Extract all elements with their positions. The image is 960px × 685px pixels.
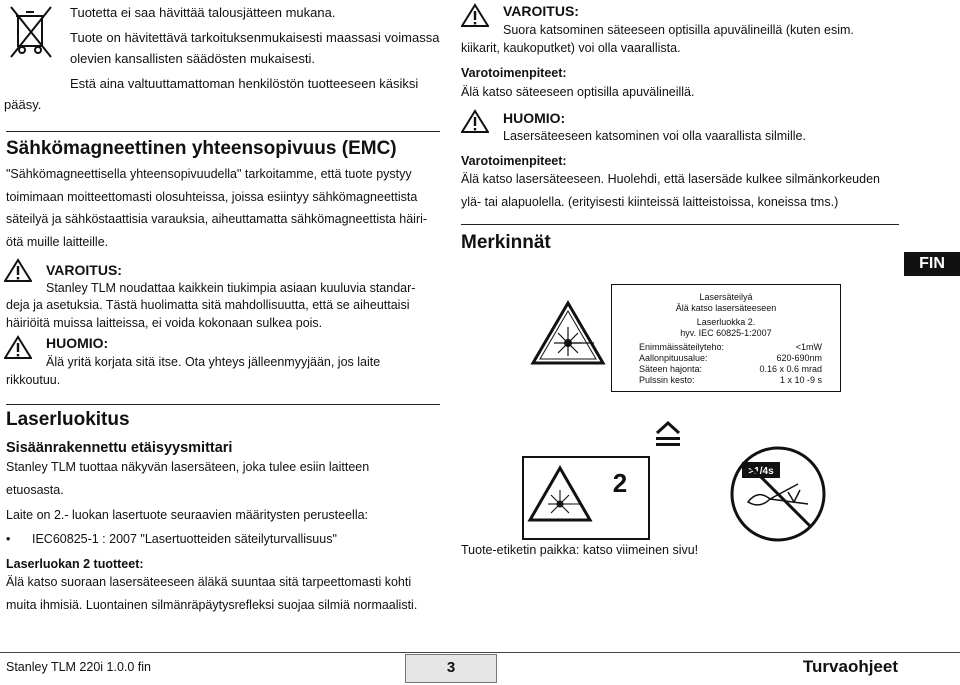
emc-body-line: säteilyä ja sähköstaattisia varauksia, aiheuttamatta sähkömagneettista häiri- [6, 212, 428, 226]
measures2-title: Varotoimenpiteet: [461, 154, 567, 168]
builtin-heading: Sisäänrakennettu etäisyysmittari [6, 440, 233, 456]
emc-body-line: ötä muille laitteille. [6, 235, 109, 249]
language-tab: FIN [904, 252, 960, 276]
label-line: Älä katso lasersäteeseen [675, 303, 777, 313]
label-spec-value: 1 x 10 -9 s [779, 375, 822, 385]
label-spec-key: Enimmäissäteilyteho: [639, 342, 725, 352]
warning-body-line: deja ja asetuksia. Tästä huolimatta sitä mahdollisuutta, että se aiheuttaisi [6, 298, 410, 312]
label-spec-value: 0.16 x 0.6 mrad [759, 364, 822, 374]
label-spec-key: Aallonpituusalue: [639, 353, 708, 363]
right-warning-body-line: kiikarit, kaukoputket) voi olla vaarallista. [461, 41, 681, 55]
note-body-line: Älä yritä korjata sitä itse. Ota yhteys jälleenmyyjään, jos laite [46, 355, 381, 369]
builtin-body-line: Stanley TLM tuottaa näkyvän lasersäteen, joka tulee esiin laitteen [6, 460, 370, 474]
right-note-body: Lasersäteeseen katsominen voi olla vaarallista silmille. [503, 129, 806, 143]
laser-class-heading: Laserluokitus [6, 409, 130, 430]
page-number: 3 [446, 659, 456, 676]
weee-bin-icon [8, 4, 54, 60]
markings-heading: Merkinnät [461, 232, 551, 253]
warning-triangle-icon [461, 109, 489, 133]
label-spec-value: 620-690nm [776, 353, 822, 363]
section-divider [6, 131, 440, 132]
laser-hazard-icon [530, 300, 606, 366]
label-spec-value: <1mW [795, 342, 822, 352]
footer-doc-id: Stanley TLM 220i 1.0.0 fin [6, 660, 151, 674]
no-stare-icon [728, 444, 828, 544]
label-spec-key: Säteen hajonta: [639, 364, 703, 374]
label-line: hyv. IEC 60825-1:2007 [680, 328, 772, 338]
warning-triangle-icon [4, 335, 32, 359]
section-divider [6, 404, 440, 405]
laser-class-panel [522, 456, 650, 540]
warning-triangle-icon [461, 3, 489, 27]
footer-section-title: Turvaohjeet [802, 657, 898, 676]
label-line: Laserluokka 2. [696, 317, 756, 327]
page-number-box [405, 654, 497, 683]
label-location-caption: Tuote-etiketin paikka: katso viimeinen sivu! [461, 543, 699, 557]
measures1-title: Varotoimenpiteet: [461, 66, 567, 80]
disposal-line-3: olevien kansallisten säädösten mukaisesti. [70, 51, 315, 66]
right-note-title: HUOMIO: [503, 110, 566, 126]
disposal-line-1: Tuotetta ei saa hävittää talousjätteen mukana. [70, 5, 336, 20]
warning-body-line: Stanley TLM noudattaa kaikkein tiukimpia asiaan kuuluvia standar- [46, 281, 416, 295]
label-spec-key: Pulssin kesto: [639, 375, 695, 385]
emc-body-line: toimimaan moitteettomasti olosuhteissa, joissa esiintyy sähkömagneettista [6, 190, 418, 204]
class-number: 2 [612, 468, 628, 498]
emc-heading: Sähkömagneettinen yhteensopivuus (EMC) [6, 138, 397, 159]
access-line-1: Estä aina valtuuttamattoman henkilöstön tuotteeseen käsiksi [70, 76, 419, 91]
class2-body-line: Älä katso suoraan lasersäteeseen äläkä suuntaa sitä tarpeettomasti kohti [6, 575, 412, 589]
section-divider [461, 224, 899, 225]
bullet-text: IEC60825-1 : 2007 "Lasertuotteiden säteilyturvallisuus" [32, 532, 337, 546]
class2-body-line: muita ihmisiä. Luontainen silmänräpäytysrefleksi suojaa silmiä normaalisti. [6, 598, 418, 612]
class2-title: Laserluokan 2 tuotteet: [6, 557, 144, 571]
access-line-2: pääsy. [4, 97, 42, 112]
note-body-line: rikkoutuu. [6, 373, 61, 387]
measures2-body-line: ylä- tai alapuolella. (erityisesti kiinteissä laitteistoissa, koneissa tms.) [461, 195, 839, 209]
footer-rule [0, 652, 960, 653]
right-warning-body-line: Suora katsominen säteeseen optisilla apuvälineillä (kuten esim. [503, 23, 854, 37]
product-label [611, 284, 841, 392]
warning-triangle-icon [4, 258, 32, 282]
label-line: Lasersäteilyä [699, 292, 753, 302]
distance-mark: >1/4s [748, 466, 774, 477]
emc-body-line: "Sähkömagneettisella yhteensopivuudella" tarkoitamme, että tuote pystyy [6, 167, 412, 181]
right-warning-title: VAROITUS: [503, 3, 579, 19]
bullet-icon: • [6, 532, 11, 546]
warning-body-line: häiriöitä muissa laitteissa, ei voida kokonaan sulkea pois. [6, 316, 323, 330]
disposal-line-2: Tuote on hävitettävä tarkoituksenmukaisesti maassasi voimassa [70, 30, 440, 45]
aperture-mark-icon [653, 420, 683, 448]
class-line: Laite on 2.- luokan lasertuote seuraavien määritysten perusteella: [6, 508, 369, 522]
measures1-body: Älä katso säteeseen optisilla apuvälineillä. [461, 85, 695, 99]
warning-title: VAROITUS: [46, 262, 122, 278]
builtin-body-line: etuosasta. [6, 483, 64, 497]
measures2-body-line: Älä katso lasersäteeseen. Huolehdi, että lasersäde kulkee silmänkorkeuden [461, 172, 880, 186]
note-title: HUOMIO: [46, 335, 109, 351]
